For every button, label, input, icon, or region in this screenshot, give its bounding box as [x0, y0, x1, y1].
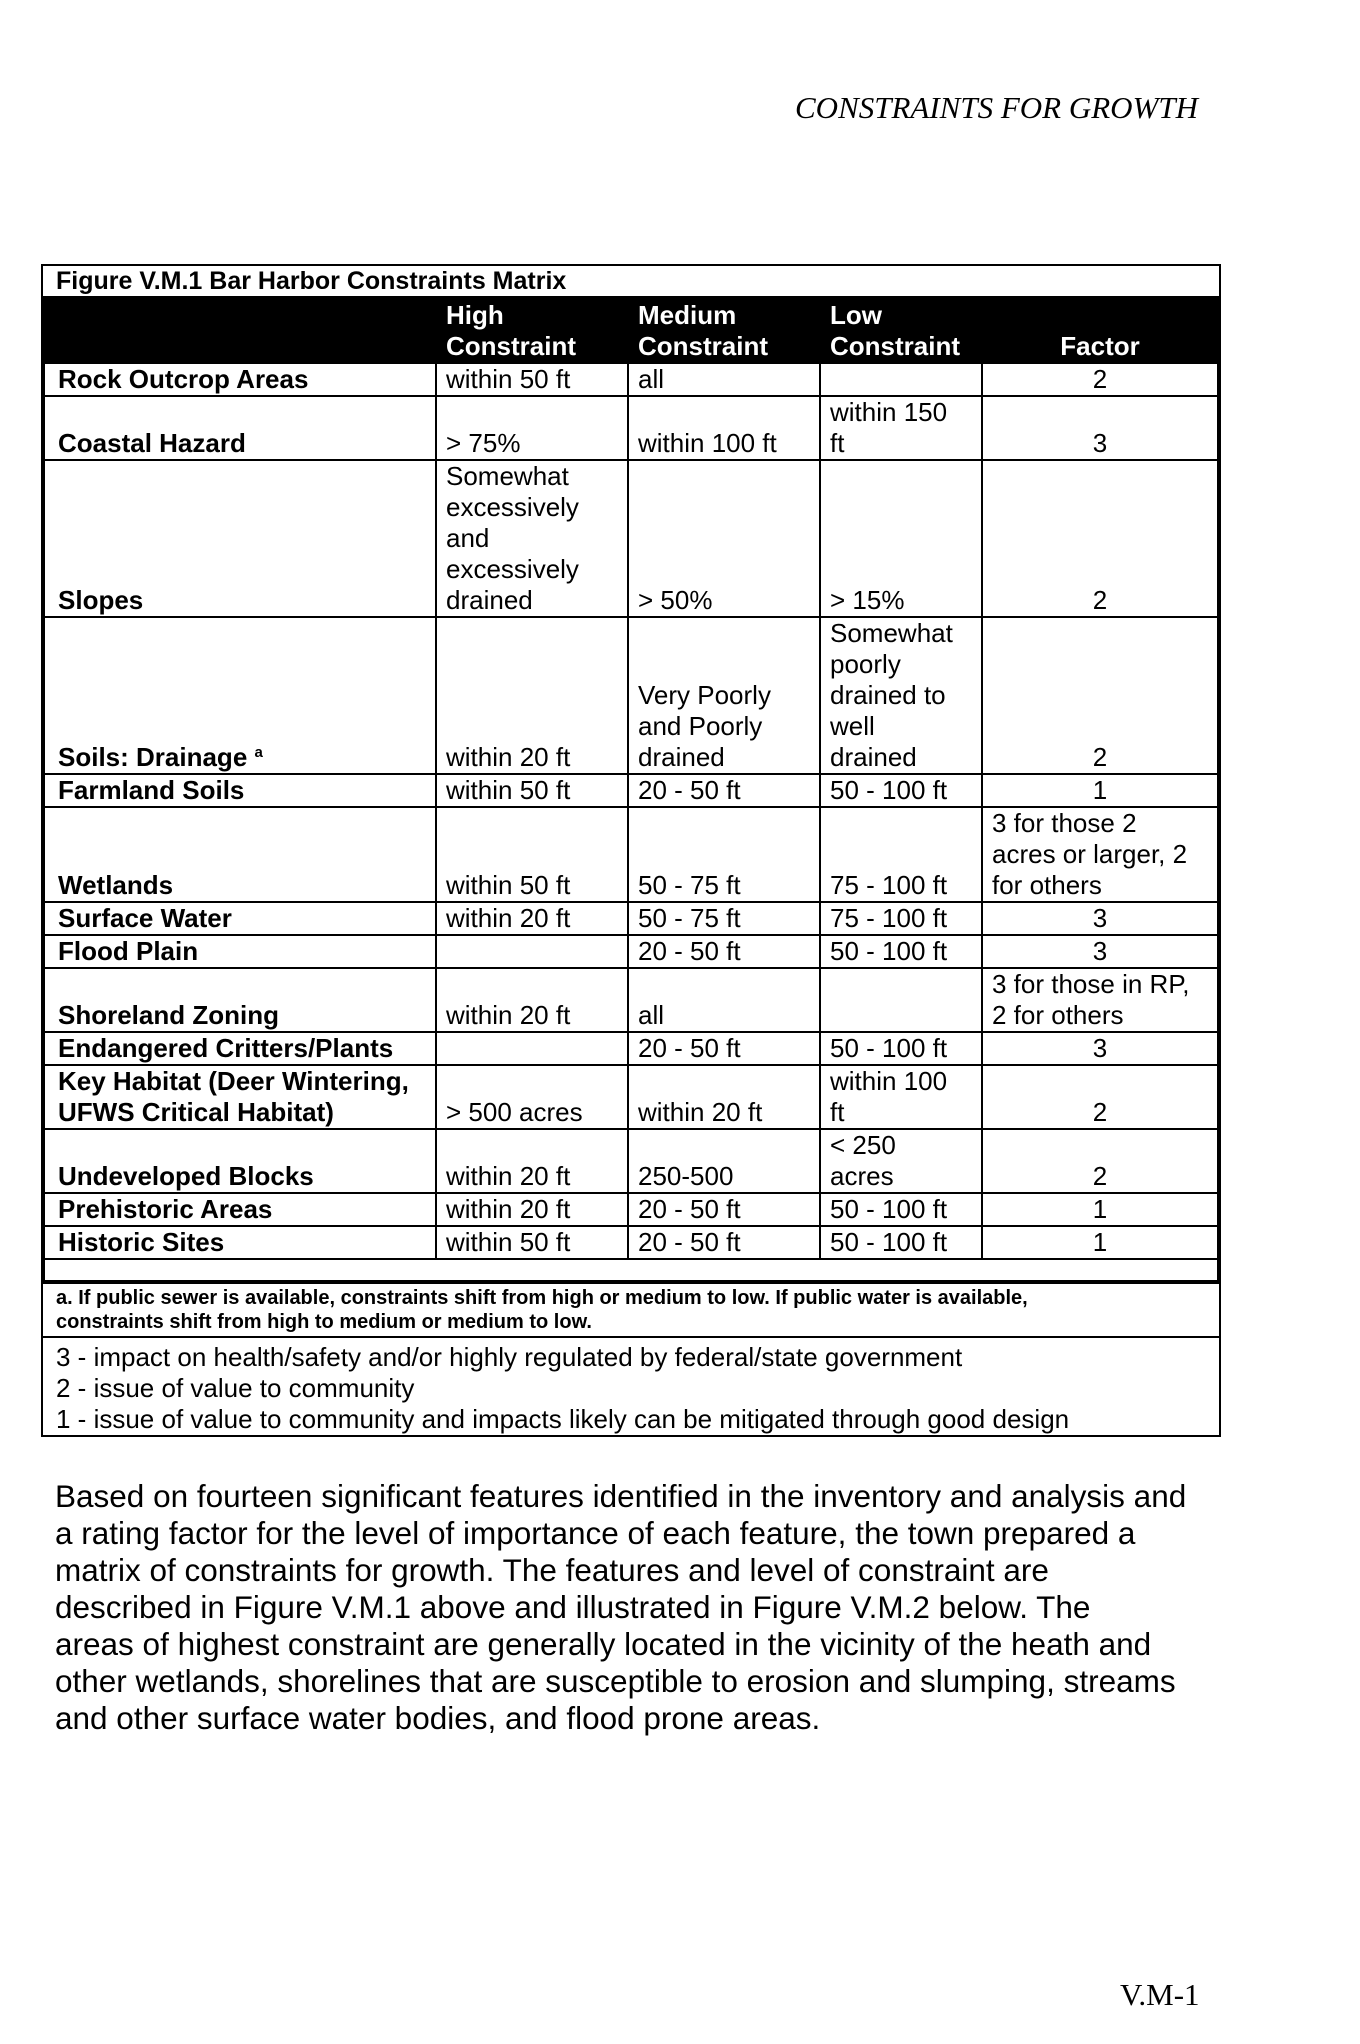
- cell-low: [820, 968, 982, 1032]
- cell-factor: 3: [982, 1032, 1218, 1065]
- cell-factor: 1: [982, 774, 1218, 807]
- paragraph-line: and other surface water bodies, and flood prone areas.: [55, 1700, 821, 1736]
- cell-factor: 3 for those in RP, 2 for others: [982, 968, 1218, 1032]
- cell-low: 75 - 100 ft: [820, 807, 982, 902]
- table-row: [44, 363, 1218, 396]
- cell-high: > 500 acres: [436, 1065, 628, 1129]
- table-header-row: [44, 297, 1218, 363]
- cell-low: < 250 acres: [820, 1129, 982, 1193]
- table-row: [44, 396, 1218, 460]
- cell-high: > 75%: [436, 396, 628, 460]
- legend-item: 1 - issue of value to community and impacts likely can be mitigated through good design: [56, 1404, 1070, 1434]
- table-row: [44, 617, 1218, 774]
- cell-high: within 20 ft: [436, 968, 628, 1032]
- cell-factor: 2: [982, 363, 1218, 396]
- cell-medium: > 50%: [628, 460, 820, 617]
- cell-high: within 20 ft: [436, 1129, 628, 1193]
- legend-item: 3 - impact on health/safety and/or highly regulated by federal/state government: [56, 1342, 963, 1372]
- paragraph-line: matrix of constraints for growth. The features and level of constraint are: [55, 1552, 1049, 1588]
- cell-low: within 150 ft: [820, 396, 982, 460]
- cell-feature: Endangered Critters/Plants: [44, 1032, 436, 1065]
- cell-high: within 50 ft: [436, 807, 628, 902]
- cell-feature: Rock Outcrop Areas: [44, 363, 436, 396]
- cell-medium: all: [628, 363, 820, 396]
- cell-low: Somewhat poorly drained to well drained: [820, 617, 982, 774]
- cell-factor: 1: [982, 1193, 1218, 1226]
- cell-low: > 15%: [820, 460, 982, 617]
- cell-low: within 100 ft: [820, 1065, 982, 1129]
- cell-high: within 50 ft: [436, 1226, 628, 1259]
- cell-medium: 20 - 50 ft: [628, 935, 820, 968]
- cell-high: within 20 ft: [436, 1193, 628, 1226]
- paragraph-line: described in Figure V.M.1 above and illustrated in Figure V.M.2 below. The: [55, 1589, 1091, 1625]
- paragraph-line: a rating factor for the level of importance of each feature, the town prepared a: [55, 1515, 1136, 1551]
- cell-factor: 3 for those 2 acres or larger, 2 for others: [982, 807, 1218, 902]
- header-low: Low Constraint: [820, 297, 982, 363]
- spacer-row: [44, 1259, 1218, 1281]
- table-row: [44, 460, 1218, 617]
- table-row: [44, 1129, 1218, 1193]
- header-high: High Constraint: [436, 297, 628, 363]
- cell-low: 50 - 100 ft: [820, 935, 982, 968]
- cell-medium: 20 - 50 ft: [628, 1193, 820, 1226]
- cell-high: Somewhat excessively and excessively drained: [436, 460, 628, 617]
- body-paragraph: [55, 1478, 1235, 1737]
- cell-medium: within 100 ft: [628, 396, 820, 460]
- cell-high: within 50 ft: [436, 774, 628, 807]
- footnote-marker: a: [254, 744, 263, 761]
- cell-low: 75 - 100 ft: [820, 902, 982, 935]
- header-factor: Factor: [982, 297, 1218, 363]
- paragraph-line: other wetlands, shorelines that are susceptible to erosion and slumping, streams: [55, 1663, 1176, 1699]
- cell-low: [820, 363, 982, 396]
- legend-item: 2 - issue of value to community: [56, 1373, 415, 1403]
- table-row: [44, 807, 1218, 902]
- header-medium: Medium Constraint: [628, 297, 820, 363]
- cell-feature: Flood Plain: [44, 935, 436, 968]
- table-row: [44, 1226, 1218, 1259]
- cell-feature: Farmland Soils: [44, 774, 436, 807]
- cell-factor: 2: [982, 617, 1218, 774]
- constraints-matrix-figure: [41, 264, 1221, 1437]
- cell-medium: 50 - 75 ft: [628, 807, 820, 902]
- table-row: [44, 1065, 1218, 1129]
- running-head: CONSTRAINTS FOR GROWTH: [795, 90, 1199, 125]
- paragraph-line: Based on fourteen significant features identified in the inventory and analysis and: [55, 1478, 1187, 1514]
- cell-feature: Undeveloped Blocks: [44, 1129, 436, 1193]
- cell-factor: 3: [982, 396, 1218, 460]
- paragraph-line: areas of highest constraint are generally located in the vicinity of the heath and: [55, 1626, 1152, 1662]
- table-body: [44, 363, 1218, 1259]
- page-number: V.M-1: [1120, 1977, 1200, 2012]
- cell-medium: all: [628, 968, 820, 1032]
- cell-feature: Shoreland Zoning: [44, 968, 436, 1032]
- figure-title: Figure V.M.1 Bar Harbor Constraints Matrix: [56, 267, 567, 295]
- cell-low: 50 - 100 ft: [820, 1193, 982, 1226]
- cell-factor: 2: [982, 1065, 1218, 1129]
- cell-medium: 20 - 50 ft: [628, 1032, 820, 1065]
- cell-factor: 1: [982, 1226, 1218, 1259]
- cell-feature: Slopes: [44, 460, 436, 617]
- table-row: [44, 902, 1218, 935]
- table-row: [44, 1193, 1218, 1226]
- cell-factor: 2: [982, 460, 1218, 617]
- cell-medium: Very Poorly and Poorly drained: [628, 617, 820, 774]
- cell-feature: Coastal Hazard: [44, 396, 436, 460]
- cell-medium: within 20 ft: [628, 1065, 820, 1129]
- cell-factor: 3: [982, 935, 1218, 968]
- cell-medium: 20 - 50 ft: [628, 774, 820, 807]
- table-row: [44, 1032, 1218, 1065]
- cell-factor: 2: [982, 1129, 1218, 1193]
- cell-feature: Wetlands: [44, 807, 436, 902]
- cell-high: [436, 1032, 628, 1065]
- cell-low: 50 - 100 ft: [820, 774, 982, 807]
- cell-high: [436, 935, 628, 968]
- table-row: [44, 968, 1218, 1032]
- cell-medium: 50 - 75 ft: [628, 902, 820, 935]
- cell-low: 50 - 100 ft: [820, 1226, 982, 1259]
- table-row: [44, 774, 1218, 807]
- header-feature: [44, 297, 436, 363]
- table-footnote: a. If public sewer is available, constraints shift from high or medium to low. If public water is available, constraints shift from high to medium or medium to low.: [43, 1282, 1219, 1336]
- cell-feature: Soils: Drainage $^a$: [44, 617, 436, 774]
- cell-feature: Historic Sites: [44, 1226, 436, 1259]
- constraints-matrix-table: [43, 296, 1219, 1282]
- cell-feature: Prehistoric Areas: [44, 1193, 436, 1226]
- table-row: [44, 935, 1218, 968]
- cell-feature: Surface Water: [44, 902, 436, 935]
- cell-low: 50 - 100 ft: [820, 1032, 982, 1065]
- cell-high: within 20 ft: [436, 617, 628, 774]
- cell-high: within 20 ft: [436, 902, 628, 935]
- cell-medium: 250-500: [628, 1129, 820, 1193]
- cell-high: within 50 ft: [436, 363, 628, 396]
- factor-legend: [43, 1336, 1219, 1435]
- cell-medium: 20 - 50 ft: [628, 1226, 820, 1259]
- cell-factor: 3: [982, 902, 1218, 935]
- cell-feature: Key Habitat (Deer Wintering, UFWS Critical Habitat): [44, 1065, 436, 1129]
